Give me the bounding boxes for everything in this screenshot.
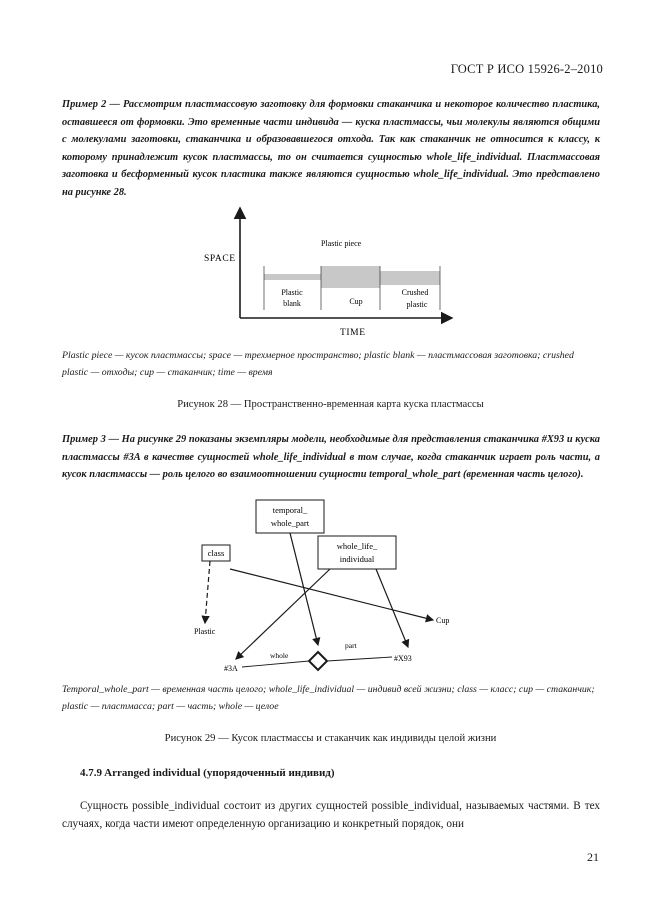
node-x93-label: #X93 — [394, 654, 412, 663]
classification-edge — [376, 569, 408, 647]
whole-life-individual-label: whole_life_ — [336, 541, 378, 551]
figure-28-diagram — [190, 198, 470, 343]
classification-edge — [205, 561, 210, 623]
segment-label: blank — [283, 299, 301, 308]
class-label: class — [207, 548, 225, 558]
example-2-paragraph: Пример 2 — Рассмотрим пластмассовую заготовку для формовки стаканчика и некоторое количество пластика, оставшееся от формовки. Это временные части индивида — куска пластмассы, чьи молекулы являются общими с молекулами заготовки, стаканчика и образовавшегося отхода. Так как стаканчик не относится к классу, к которому принадлежит кусок пластмассы, то он считается сущностью whole_life_individual. Пластмассовая заготовка и бесформенный кусок пластика также являются сущностью whole_life_individual. Это представлено на рисунке 28. — [62, 99, 600, 198]
crushed-plastic-band — [380, 271, 440, 285]
figure-29-diagram — [180, 497, 480, 677]
section-paragraph: Сущность possible_individual состоит из других сущностей possible_individual, называемых частями. В тех случаях, когда части имеют определенную организацию и конкретный порядок, они — [62, 800, 600, 830]
section-heading: 4.7.9 Arranged individual (упорядоченный индивид) — [80, 767, 335, 779]
whole-role-line — [242, 661, 309, 667]
segment-label: Cup — [349, 297, 363, 306]
figure-29-title: Рисунок 29 — Кусок пластмассы и стаканчик как индивиды целой жизни — [164, 733, 497, 744]
part-role-line — [327, 657, 392, 661]
page-header: ГОСТ Р ИСО 15926-2–2010 — [450, 62, 603, 76]
cup-band — [321, 266, 380, 288]
classification-edge — [230, 569, 433, 620]
segment-label: Plastic — [281, 288, 303, 297]
figure-28-legend: Plastic piece — кусок пластмассы; space — трехмерное пространство; plastic blank — пластмассовая заготовка; crushed plastic — отходы; cup — стаканчик; time — время — [62, 350, 574, 378]
temporal-whole-part-label: whole_part — [270, 518, 310, 528]
figure-29-legend: Temporal_whole_part — временная часть целого; whole_life_individual — индивид всей жизни; class — класс; cup — стаканчик; plastic — пластмасса; part — часть; whole — целое — [62, 684, 595, 712]
plastic-piece-label: Plastic piece — [321, 239, 362, 248]
temporal-whole-part-diamond — [309, 652, 327, 670]
page-number: 21 — [587, 850, 599, 864]
example-3-paragraph: Пример 3 — На рисунке 29 показаны экземпляры модели, необходимые для представления стаканчика #X93 и куска пластмассы #3A в качестве сущностей whole_life_individual в том случае, когда стаканчик играет роль части, а кусок пластмассы — роль целого во взаимоотношении сущности temporal_whole_part (временная часть целого). — [62, 434, 600, 481]
part-role-label: part — [345, 641, 357, 650]
figure-28-title: Рисунок 28 — Пространственно-временная карта куска пластмассы — [177, 399, 484, 410]
whole-life-individual-label: individual — [339, 554, 375, 564]
node-3a-label: #3A — [224, 664, 238, 673]
plastic-blank-band — [264, 274, 321, 280]
plastic-node-label: Plastic — [194, 627, 216, 636]
space-label: SPACE — [204, 254, 236, 264]
classification-edge — [290, 533, 318, 645]
whole-role-label: whole — [270, 651, 289, 660]
segment-label: Crushed — [401, 288, 429, 297]
segment-label: plastic — [406, 300, 428, 309]
time-label: TIME — [340, 328, 366, 338]
temporal-whole-part-label: temporal_ — [272, 505, 308, 515]
cup-node-label: Cup — [436, 616, 450, 625]
